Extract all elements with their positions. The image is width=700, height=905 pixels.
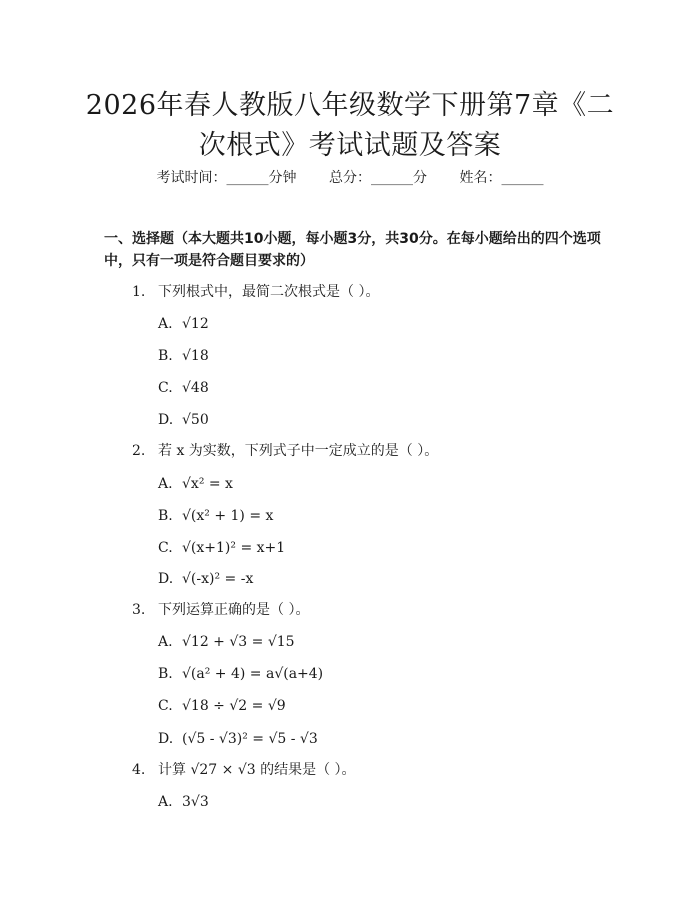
option-text: √50 — [182, 412, 209, 428]
question-3-option-b — [158, 664, 323, 684]
option-letter: C. — [158, 698, 173, 714]
exam-info-line — [0, 168, 700, 188]
question-text: 下列根式中，最简二次根式是（ ）。 — [158, 284, 380, 300]
option-text: √(-x)² = -x — [182, 571, 254, 587]
option-letter: D. — [158, 571, 174, 587]
option-letter: B. — [158, 666, 173, 682]
question-number: 4. — [132, 762, 146, 778]
option-letter: A. — [158, 476, 173, 492]
option-letter: D. — [158, 412, 174, 428]
question-1-option-b — [158, 346, 209, 366]
option-letter: B. — [158, 348, 173, 364]
option-text: √48 — [182, 380, 209, 396]
question-text: 下列运算正确的是（ ）。 — [158, 602, 310, 618]
option-letter: C. — [158, 540, 173, 556]
question-2-option-a — [158, 474, 233, 494]
option-text: √18 ÷ √2 = √9 — [182, 698, 286, 714]
question-2-option-c — [158, 538, 285, 558]
question-1 — [132, 282, 379, 302]
question-4 — [132, 760, 356, 780]
option-text: √12 + √3 = √15 — [182, 634, 295, 650]
question-4-option-a — [158, 792, 209, 812]
option-text: √(a² + 4) = a√(a+4) — [182, 666, 324, 682]
question-number: 1. — [132, 284, 146, 300]
option-letter: B. — [158, 508, 173, 524]
total-score-field: 总分：______分 — [329, 170, 427, 186]
question-3 — [132, 600, 309, 620]
question-1-option-a — [158, 314, 209, 334]
question-1-option-c — [158, 378, 209, 398]
question-number: 2. — [132, 443, 146, 459]
option-letter: A. — [158, 316, 173, 332]
question-text: 计算 √27 × √3 的结果是（ ）。 — [158, 762, 356, 778]
question-2-option-d — [158, 569, 253, 589]
option-letter: C. — [158, 380, 173, 396]
option-text: √x² = x — [182, 476, 233, 492]
question-number: 3. — [132, 602, 146, 618]
student-name-field: 姓名：______ — [459, 170, 544, 186]
question-2 — [132, 441, 438, 461]
option-text: √18 — [182, 348, 209, 364]
option-text: (√5 - √3)² = √5 - √3 — [182, 731, 318, 747]
option-letter: A. — [158, 634, 173, 650]
option-letter: D. — [158, 731, 174, 747]
question-text: 若 x 为实数，下列式子中一定成立的是（ ）。 — [158, 443, 439, 459]
option-text: √(x+1)² = x+1 — [182, 540, 286, 556]
question-1-option-d — [158, 410, 209, 430]
section-heading: 一、选择题（本大题共10小题，每小题3分，共30分。在每小题给出的四个选项中，只有一项是符合题目要求的） — [104, 231, 601, 269]
option-text: 3√3 — [182, 794, 209, 810]
question-3-option-a — [158, 632, 295, 652]
option-text: √(x² + 1) = x — [182, 508, 274, 524]
document-title: 2026年春人教版八年级数学下册第7章《二次根式》考试试题及答案 — [85, 90, 615, 161]
option-letter: A. — [158, 794, 173, 810]
question-2-option-b — [158, 506, 273, 526]
option-text: √12 — [182, 316, 209, 332]
question-3-option-d — [158, 729, 318, 749]
question-3-option-c — [158, 696, 286, 716]
exam-time-field: 考试时间：______分钟 — [156, 170, 297, 186]
